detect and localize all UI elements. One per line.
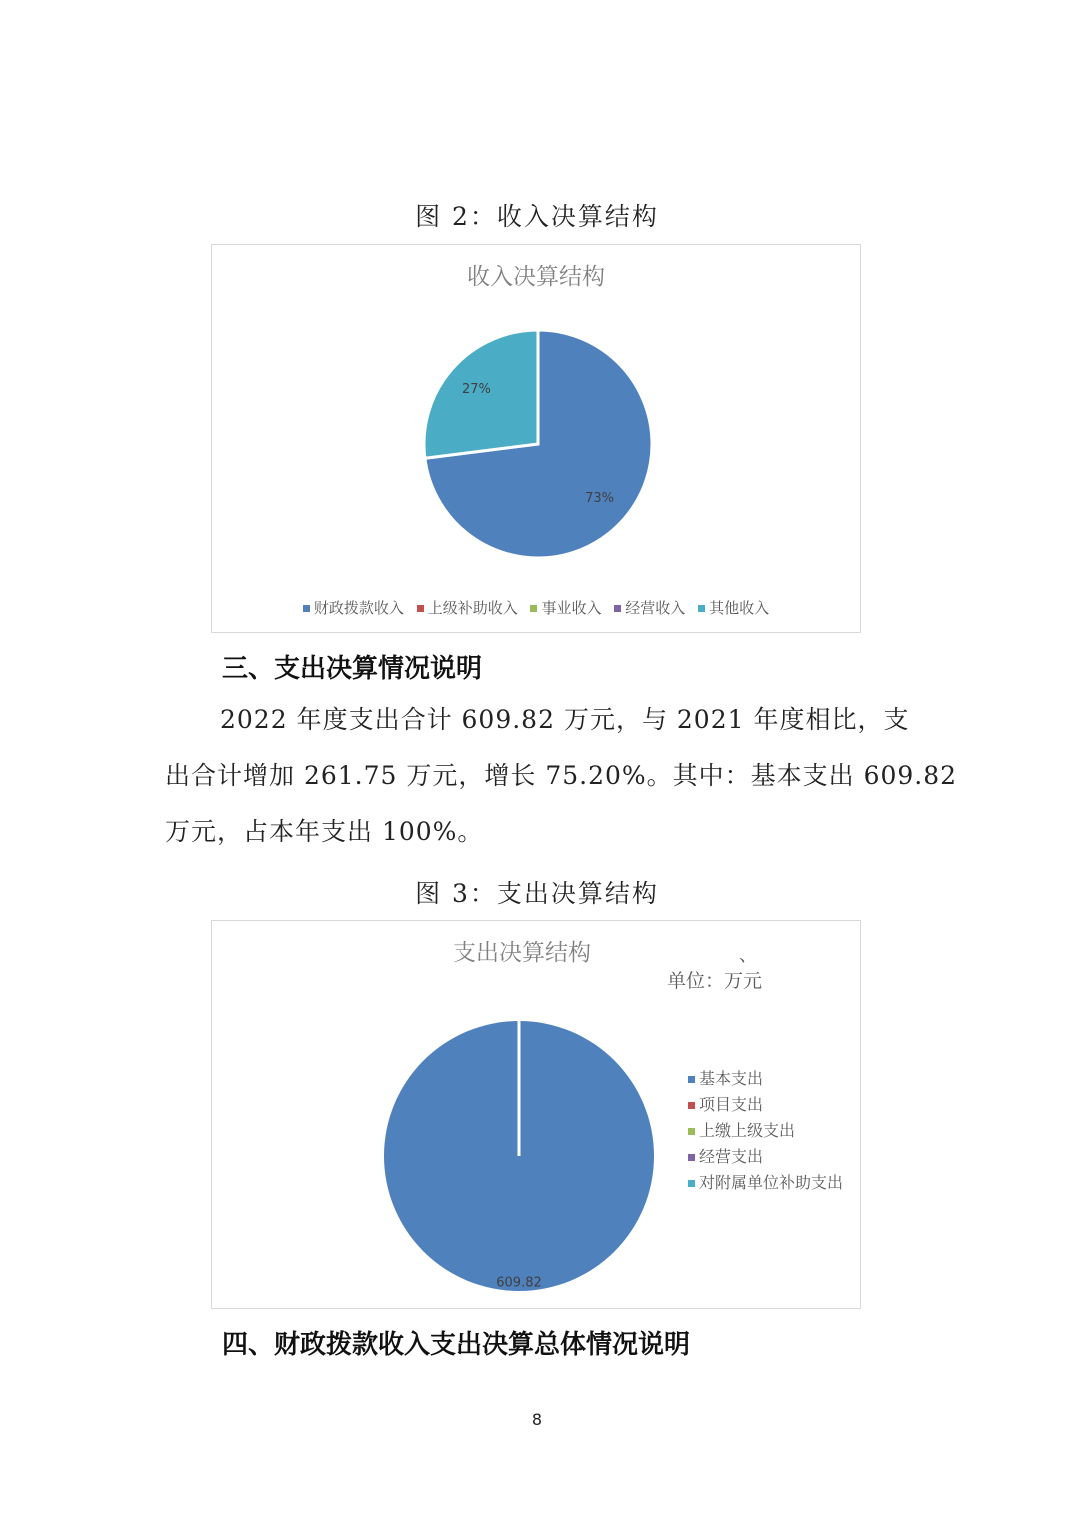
page-number: 8 <box>531 1410 543 1429</box>
legend-item <box>417 597 518 618</box>
legend-swatch <box>417 605 424 612</box>
legend-label: 上缴上级支出 <box>699 1121 796 1140</box>
pie-data-label: 27% <box>461 382 491 398</box>
legend-item <box>688 1066 843 1092</box>
legend-item <box>688 1118 843 1144</box>
legend-swatch <box>530 605 537 612</box>
expenditure-chart-legend <box>688 1066 843 1196</box>
figure-3-caption: 图 3：支出决算结构 <box>415 879 659 908</box>
legend-item <box>530 597 601 618</box>
income-structure-chart <box>211 244 861 633</box>
legend-swatch <box>688 1102 695 1109</box>
income-chart-legend <box>212 597 860 618</box>
legend-swatch <box>688 1154 695 1161</box>
paragraph-line: 万元，占本年支出 100%。 <box>165 817 484 846</box>
legend-swatch <box>688 1128 695 1135</box>
paragraph-line: 出合计增加 261.75 万元，增长 75.20%。其中：基本支出 609.82 <box>165 761 958 790</box>
section-4-heading: 四、财政拨款收入支出决算总体情况说明 <box>222 1330 691 1360</box>
legend-item <box>688 1144 843 1170</box>
unit-label: 单位：万元 <box>667 970 763 992</box>
income-pie-svg <box>212 245 860 632</box>
legend-label: 经营支出 <box>699 1147 764 1166</box>
income-chart-title: 收入决算结构 <box>467 264 605 290</box>
legend-item <box>698 597 769 618</box>
stray-punctuation: 、 <box>739 945 757 966</box>
legend-swatch <box>688 1076 695 1083</box>
legend-swatch <box>614 605 621 612</box>
expenditure-paragraph <box>165 692 958 860</box>
legend-label: 上级补助收入 <box>427 599 518 617</box>
legend-item <box>303 597 404 618</box>
expenditure-chart-title: 支出决算结构 <box>453 940 591 966</box>
legend-item <box>688 1092 843 1118</box>
legend-label: 财政拨款收入 <box>313 599 404 617</box>
legend-swatch <box>698 605 705 612</box>
legend-item <box>688 1170 843 1196</box>
paragraph-line: 2022 年度支出合计 609.82 万元，与 2021 年度相比，支 <box>220 705 910 734</box>
legend-item <box>614 597 685 618</box>
pie-data-label: 609.82 <box>496 1275 542 1291</box>
legend-label: 基本支出 <box>699 1069 764 1088</box>
expenditure-structure-chart <box>211 920 861 1309</box>
legend-label: 经营收入 <box>625 599 686 617</box>
legend-swatch <box>303 605 310 612</box>
legend-label: 项目支出 <box>699 1095 764 1114</box>
legend-swatch <box>688 1180 695 1187</box>
legend-label: 其他收入 <box>709 599 770 617</box>
pie-data-label: 73% <box>585 490 615 506</box>
section-3-heading: 三、支出决算情况说明 <box>222 654 483 684</box>
legend-label: 事业收入 <box>541 599 602 617</box>
figure-2-caption: 图 2：收入决算结构 <box>415 202 659 231</box>
legend-label: 对附属单位补助支出 <box>699 1173 844 1192</box>
